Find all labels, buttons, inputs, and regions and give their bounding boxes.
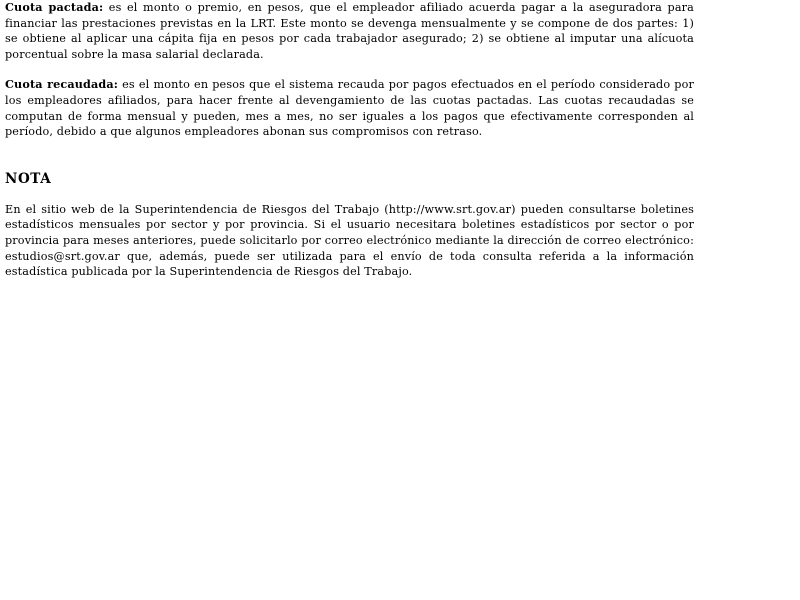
- paragraph-nota: En el sitio web de la Superintendencia de Riesgos del Trabajo (http://www.srt.gov.ar) pueden consultarse boletines estadísticos mensuales por sector y por provincia. Si el usuario necesitara boletines estadísticos por sector o por provincia para meses anteriores, puede solicitarlo por correo electrónico mediante la dirección de correo electrónico: estudios@srt.gov.ar que, además, puede ser utilizada para el envío de toda consulta referida a la información estadística publicada por la Superintendencia de Riesgos del Trabajo.: [5, 202, 694, 279]
- term-cuota-recaudada: Cuota recaudada:: [5, 77, 119, 92]
- definition-cuota-pactada: es el monto o premio, en pesos, que el empleador afiliado acuerda pagar a la aseguradora para financiar las prestaciones previstas en la LRT. Este monto se devenga mensualmente y se compone de dos partes: 1) se obtiene al aplicar una cápita fija en pesos por cada trabajador asegurado; 2) se obtiene al imputar una alícuota porcentual sobre la masa salarial declarada.: [5, 1, 694, 61]
- paragraph-cuota-recaudada: [5, 77, 694, 139]
- paragraph-cuota-pactada: [5, 0, 694, 62]
- document-page: [5, 0, 694, 280]
- definition-cuota-recaudada: es el monto en pesos que el sistema recauda por pagos efectuados en el período considerado por los empleadores afiliados, para hacer frente al devengamiento de las cuotas pactadas. Las cuotas recaudadas se computan de forma mensual y pueden, mes a mes, no ser iguales a los pagos que efectivamente corresponden al período, debido a que algunos empleadores abonan sus compromisos con retraso.: [5, 78, 694, 139]
- term-cuota-pactada: Cuota pactada:: [5, 0, 104, 14]
- nota-heading: NOTA: [5, 170, 52, 187]
